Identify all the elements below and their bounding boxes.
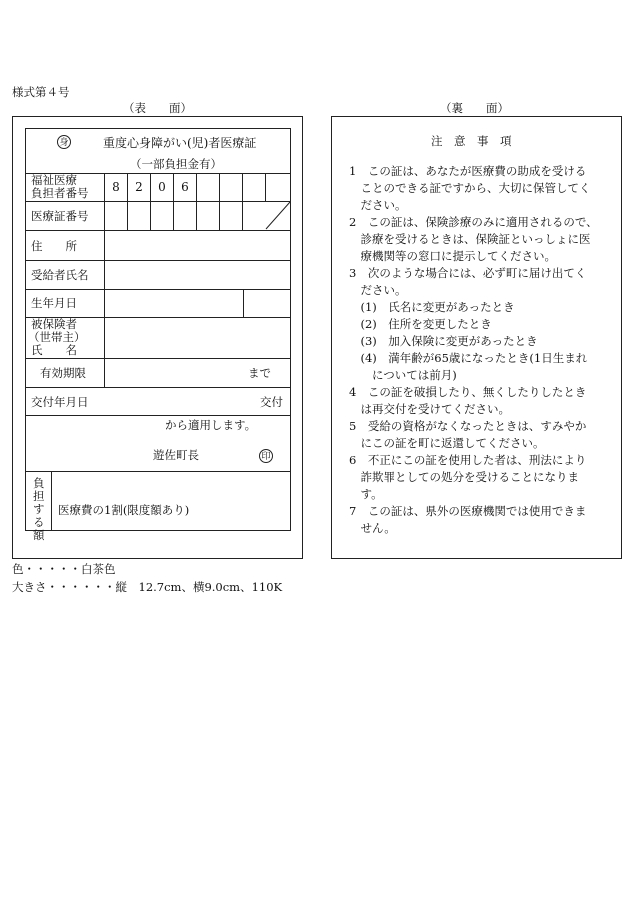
welfare-digit: 6 (181, 180, 189, 194)
recipient-name-label: 受給者氏名 (31, 268, 89, 282)
welfare-digit: 2 (135, 180, 143, 194)
notice-line: (4) 満年齢が65歳になったとき(1日生まれ (349, 351, 588, 365)
address-label: 住 所 (31, 239, 77, 253)
notice-line: ことのできる証ですから、大切に保管してく (349, 181, 591, 195)
disability-seal-icon: 身 (57, 135, 71, 149)
color-spec: 色・・・・・白茶色 (12, 562, 116, 576)
notice-line: す。 (349, 487, 383, 501)
notice-line: は再交付を受けてください。 (349, 402, 510, 416)
insured-label-3: 氏 名 (31, 343, 77, 357)
notice-line: 診療を受けるときは、保険証といっしょに医 (349, 232, 591, 246)
notice-line: 4 この証を破損したり、無くしたりしたとき (349, 385, 587, 399)
mayor-name: 遊佐町長 (153, 448, 199, 462)
notice-line: 3 次のような場合には、必ず町に届け出てく (349, 266, 587, 280)
burden-label-char: 負 (33, 476, 45, 490)
burden-label-char: 額 (33, 528, 45, 542)
notice-line: 5 受給の資格がなくなったときは、すみやか (349, 419, 587, 433)
notice-line: 詐欺罪としての処分を受けることになりま (349, 470, 579, 484)
form-label: 様式第４号 (12, 85, 70, 99)
notice-line: にこの証を町に返還してください。 (349, 436, 545, 450)
notice-line: (1) 氏名に変更があったとき (349, 300, 515, 314)
notice-line: 7 この証は、県外の医療機関では使用できま (349, 504, 587, 518)
burden-label-char: 担 (33, 489, 45, 503)
notice-line: ださい。 (349, 283, 407, 297)
medical-number-label: 医療証番号 (31, 209, 89, 223)
notice-line: については前月) (349, 368, 457, 382)
welfare-digit: 8 (112, 180, 120, 194)
notice-line: 1 この証は、あなたが医療費の助成を受ける (349, 164, 587, 178)
notice-line: (3) 加入保険に変更があったとき (349, 334, 538, 348)
notice-line: ださい。 (349, 198, 407, 212)
welfare-digit: 0 (158, 180, 166, 194)
issue-date-label: 交付年月日 (31, 395, 89, 409)
notice-line: (2) 住所を変更したとき (349, 317, 492, 331)
welfare-number-label-2: 負担者番号 (31, 186, 89, 200)
burden-label-char: る (33, 515, 45, 529)
insured-label-2: （世帯主） (28, 330, 86, 344)
applied-from-text: から適用します。 (165, 418, 257, 432)
validity-suffix: まで (248, 366, 271, 380)
welfare-number-label-1: 福祉医療 (31, 173, 77, 187)
validity-label: 有効期限 (40, 366, 86, 380)
size-spec: 大きさ・・・・・・縦 12.7cm、横9.0cm、110K (12, 580, 283, 594)
back-heading: （裏 面） (440, 101, 509, 115)
notice-line: せん。 (349, 521, 396, 535)
back-card (331, 116, 622, 559)
notice-title: 注 意 事 項 (431, 134, 512, 148)
card-subtitle: （一部負担金有） (130, 157, 222, 171)
issue-suffix: 交付 (260, 395, 283, 409)
insured-label-1: 被保険者 (31, 317, 77, 331)
birthdate-label: 生年月日 (31, 296, 77, 310)
burden-value: 医療費の1割(限度額あり) (58, 503, 190, 517)
front-card-inner (25, 128, 291, 542)
card-title: 重度心身障がい(児)者医療証 (103, 136, 257, 150)
mayor-seal-icon: 印 (259, 449, 273, 463)
notice-line: 6 不正にこの証を使用した者は、刑法により (349, 453, 587, 467)
diagonal-slash (265, 201, 291, 230)
burden-label-char: す (33, 502, 45, 516)
notice-line: 2 この証は、保険診療のみに適用されるので、 (349, 215, 598, 229)
notice-line: 療機関等の窓口に提示してください。 (349, 249, 556, 263)
front-heading: （表 面） (123, 101, 192, 115)
